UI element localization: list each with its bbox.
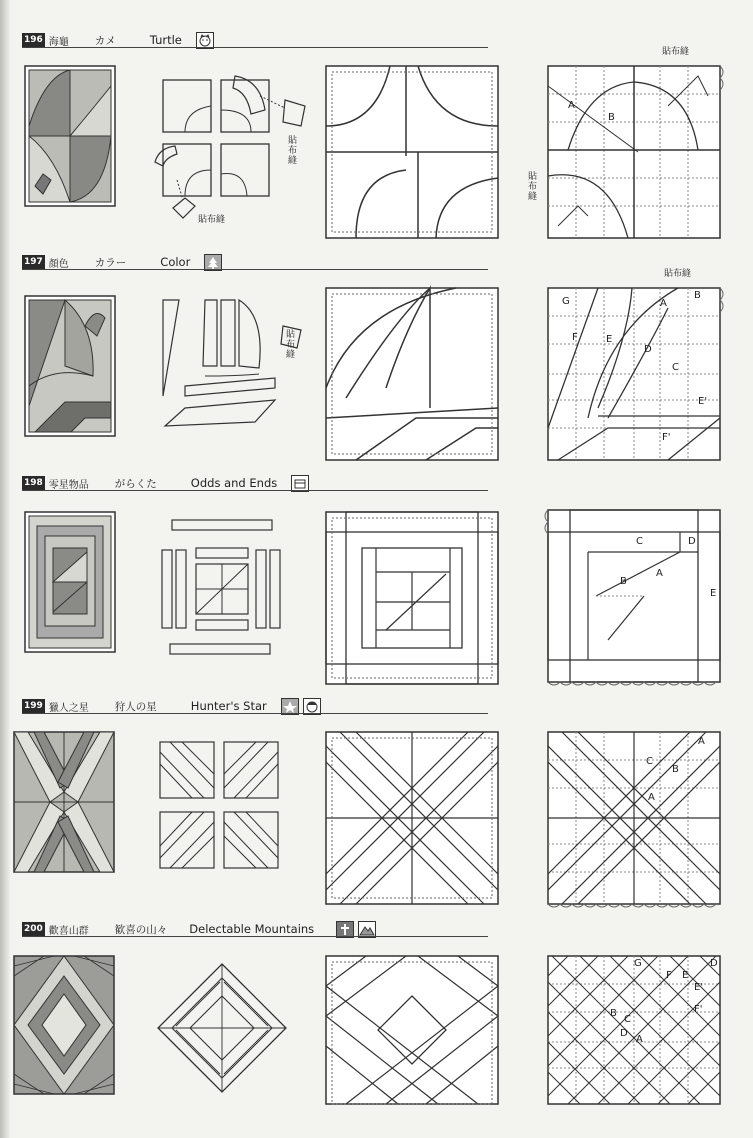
- piece-label: C: [636, 536, 643, 547]
- odds-and-ends-color-block: [25, 512, 115, 652]
- pattern-number: 196: [24, 35, 43, 45]
- piece-label: G: [562, 296, 570, 307]
- odds-and-ends-exploded-pieces: [160, 516, 290, 662]
- pattern-number: 197: [24, 257, 43, 267]
- hunters-star-color-block: [14, 732, 114, 872]
- japanese-title: カメ: [94, 34, 116, 47]
- piece-label: E': [694, 982, 704, 993]
- chinese-title: 歡喜山群: [48, 925, 89, 937]
- piece-label: C: [624, 1014, 631, 1025]
- chinese-title: 顏色: [48, 258, 69, 270]
- applique-label: 貼布縫: [664, 269, 692, 279]
- delectable-mountains-template: [326, 956, 498, 1104]
- pattern-number: 199: [24, 701, 43, 711]
- color-grid-diagram: [548, 288, 726, 460]
- piece-label: B: [672, 764, 679, 775]
- japanese-title: カラー: [94, 256, 127, 269]
- applique-label: 貼 布 縫: [286, 330, 296, 360]
- japanese-title: 歓喜の山々: [114, 923, 168, 936]
- cat-face-icon: [196, 32, 214, 49]
- piece-label: D: [644, 344, 652, 355]
- pattern-number: 200: [24, 924, 43, 934]
- applique-label: 貼布縫: [662, 47, 690, 57]
- applique-label: 貼布縫: [198, 215, 226, 225]
- delectable-mountains-exploded-pieces: [158, 964, 286, 1092]
- english-title: Hunter's Star: [190, 699, 267, 713]
- piece-label: B: [620, 576, 627, 587]
- applique-label: 貼 布 縫: [528, 172, 538, 202]
- piece-label: A: [648, 792, 655, 803]
- turtle-grid-diagram: [548, 66, 726, 238]
- piece-label: E: [606, 334, 613, 345]
- applique-label: 貼 布 縫: [288, 136, 298, 166]
- japanese-title: 狩人の星: [114, 700, 157, 713]
- piece-label: F: [666, 970, 672, 981]
- color-exploded-pieces: [155, 296, 315, 436]
- piece-label: A: [568, 100, 575, 111]
- box-icon: [291, 475, 309, 492]
- odds-and-ends-template: [326, 512, 498, 684]
- piece-label: C: [672, 362, 679, 373]
- tree-icon: [204, 254, 222, 271]
- header-rule: [22, 936, 488, 937]
- piece-label: G: [634, 958, 642, 969]
- piece-label: E: [682, 970, 689, 981]
- piece-label: F: [572, 332, 578, 343]
- pattern-number: 198: [24, 478, 43, 488]
- japanese-title: がらくた: [114, 477, 157, 490]
- chinese-title: 獵人之星: [48, 702, 89, 714]
- piece-label: B: [610, 1008, 617, 1019]
- english-title: Color: [160, 255, 191, 269]
- turtle-color-block: [25, 66, 115, 206]
- book-spine-shadow: [0, 0, 10, 1138]
- hunters-star-template: [326, 732, 498, 904]
- piece-label: D: [620, 1028, 628, 1039]
- header-rule: [22, 47, 488, 48]
- english-title: Delectable Mountains: [189, 922, 315, 936]
- piece-label: E: [710, 588, 717, 599]
- mountain-icon: [358, 921, 376, 938]
- color-template: [326, 288, 498, 460]
- piece-label: A: [636, 1034, 643, 1045]
- piece-label: B: [694, 290, 701, 301]
- chinese-title: 零星物品: [48, 479, 89, 491]
- hunters-star-exploded-pieces: [160, 742, 280, 872]
- piece-label: A: [656, 568, 663, 579]
- header-rule: [22, 490, 488, 491]
- piece-label: D: [688, 536, 696, 547]
- piece-label: C: [646, 756, 653, 767]
- hunters-star-grid-diagram: [548, 732, 726, 914]
- piece-label: F': [694, 1004, 703, 1015]
- header-rule: [22, 713, 488, 714]
- piece-label: A: [698, 736, 705, 747]
- color-color-block: [25, 296, 115, 436]
- header-rule: [22, 269, 488, 270]
- piece-label: E': [698, 396, 708, 407]
- star-icon: [281, 698, 299, 715]
- piece-label: D: [710, 958, 718, 969]
- piece-label: A: [660, 298, 667, 309]
- piece-label: B: [608, 112, 615, 123]
- turtle-template: [326, 66, 498, 238]
- delectable-mountains-grid-diagram: [548, 956, 726, 1106]
- chinese-title: 海龜: [48, 36, 69, 48]
- face-icon: [303, 698, 321, 715]
- piece-label: F': [662, 432, 671, 443]
- english-title: Turtle: [149, 33, 182, 47]
- delectable-mountains-color-block: [14, 956, 114, 1094]
- cross-icon: [336, 921, 354, 938]
- english-title: Odds and Ends: [190, 476, 278, 490]
